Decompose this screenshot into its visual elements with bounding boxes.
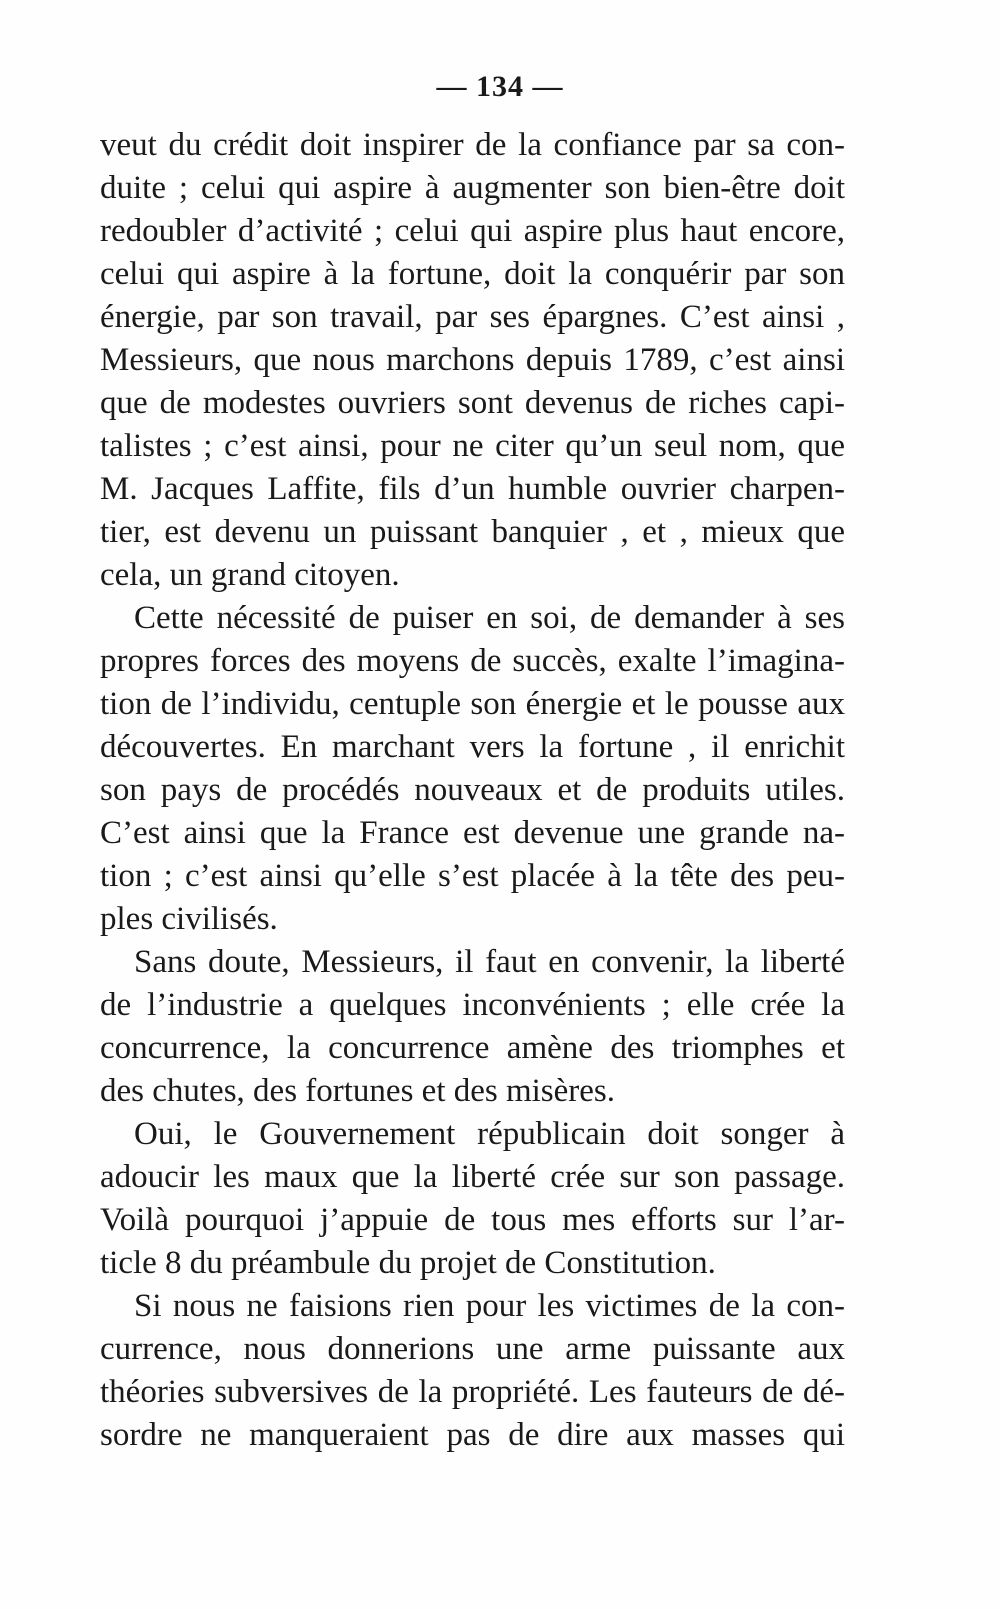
text-line: propres forces des moyens de succès, exalte l’imagina-: [100, 643, 845, 679]
text-line: ples civilisés.: [100, 901, 278, 937]
text-line: son pays de procédés nouveaux et de produits utiles.: [100, 772, 845, 808]
text-line: que de modestes ouvriers sont devenus de riches capi-: [100, 385, 845, 421]
text-line: cela, un grand citoyen.: [100, 557, 400, 593]
text-line: ticle 8 du préambule du projet de Constitution.: [100, 1245, 716, 1281]
text-line: currence, nous donnerions une arme puissante aux: [100, 1331, 845, 1367]
text-line: Oui, le Gouvernement républicain doit songer à: [134, 1116, 845, 1152]
text-line: Voilà pourquoi j’appuie de tous mes efforts sur l’ar-: [100, 1202, 845, 1238]
text-line: talistes ; c’est ainsi, pour ne citer qu’un seul nom, que: [100, 428, 845, 464]
text-line: M. Jacques Laffite, fils d’un humble ouvrier charpen-: [100, 471, 845, 507]
text-line: tier, est devenu un puissant banquier , et , mieux que: [100, 514, 845, 550]
text-line: énergie, par son travail, par ses épargnes. C’est ainsi ,: [100, 299, 845, 335]
text-line: concurrence, la concurrence amène des triomphes et: [100, 1030, 845, 1066]
text-line: Sans doute, Messieurs, il faut en convenir, la liberté: [134, 944, 845, 980]
text-line: Cette nécessité de puiser en soi, de demander à ses: [134, 600, 845, 636]
text-line: sordre ne manqueraient pas de dire aux masses qui: [100, 1417, 845, 1453]
text-line: Messieurs, que nous marchons depuis 1789, c’est ainsi: [100, 342, 845, 378]
text-line: des chutes, des fortunes et des misères.: [100, 1073, 616, 1109]
text-line: C’est ainsi que la France est devenue une grande na-: [100, 815, 845, 851]
text-line: tion de l’individu, centuple son énergie et le pousse aux: [100, 686, 845, 722]
text-line: veut du crédit doit inspirer de la confiance par sa con-: [100, 127, 845, 163]
text-line: tion ; c’est ainsi qu’elle s’est placée à la tête des peu-: [100, 858, 845, 894]
text-line: de l’industrie a quelques inconvénients ; elle crée la: [100, 987, 845, 1023]
text-line: adoucir les maux que la liberté crée sur son passage.: [100, 1159, 845, 1195]
text-line: théories subversives de la propriété. Les fauteurs de dé-: [100, 1374, 845, 1410]
text-line: redoubler d’activité ; celui qui aspire plus haut encore,: [100, 213, 845, 249]
text-line: découvertes. En marchant vers la fortune , il enrichit: [100, 729, 845, 765]
text-line: duite ; celui qui aspire à augmenter son bien-être doit: [100, 170, 845, 206]
text-line: celui qui aspire à la fortune, doit la conquérir par son: [100, 256, 845, 292]
page-number: — 134 —: [436, 70, 564, 103]
text-line: Si nous ne faisions rien pour les victimes de la con-: [134, 1288, 845, 1324]
